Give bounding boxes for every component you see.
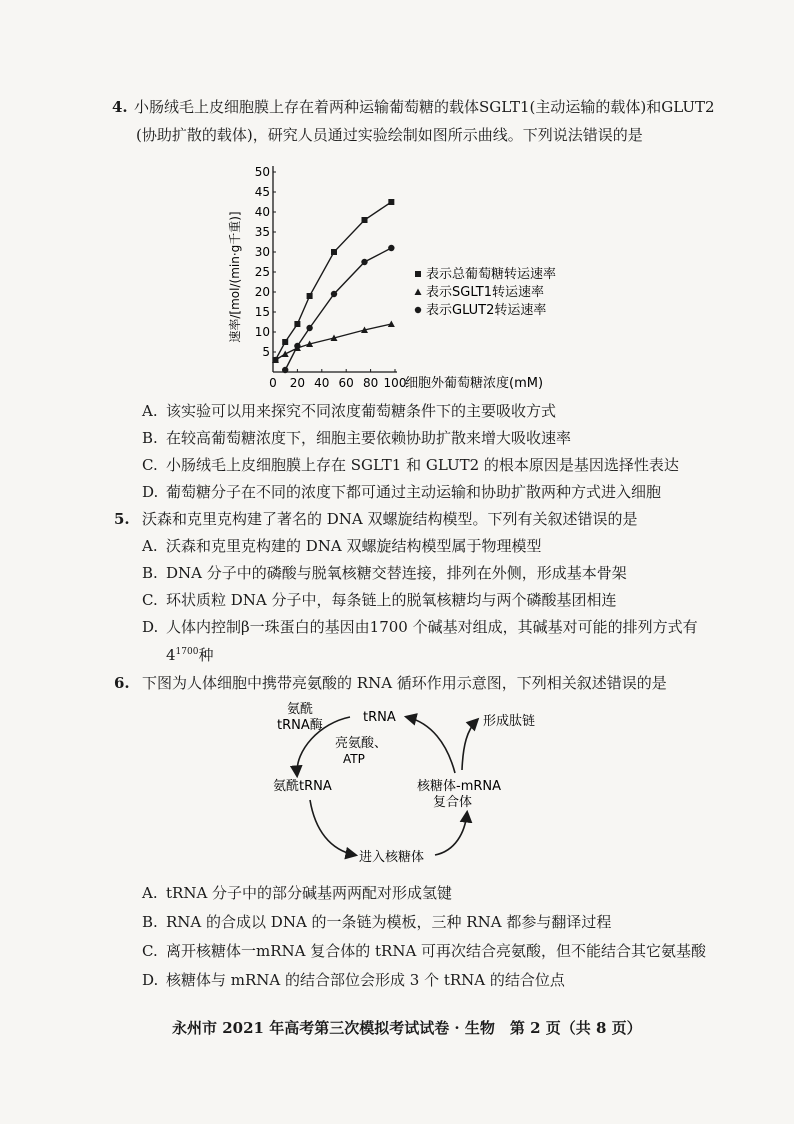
data-point-circle: [282, 367, 288, 373]
data-point-square: [294, 321, 300, 327]
arrow-complex-to-trna: [407, 717, 455, 773]
arrow-ribosome-to-complex: [435, 813, 467, 855]
y-tick-label: 30: [254, 245, 270, 259]
data-point-square: [388, 199, 394, 205]
q5-option-a: A. 沃森和克里克构建的 DNA 双螺旋结构模型属于物理模型: [142, 537, 542, 555]
q5-option-d-continuation: $4^{1700}$种: [166, 646, 214, 664]
data-point-circle: [388, 245, 394, 251]
q6-stem: 下图为人体细胞中携带亮氨酸的 RNA 循环作用示意图，下列相关叙述错误的是: [142, 674, 667, 692]
enter-ribosome-label: 进入核糖体: [359, 850, 425, 865]
y-tick-label: 5: [262, 345, 270, 359]
data-point-square: [362, 217, 368, 223]
arrow-complex-to-peptide: [462, 720, 477, 770]
legend-label-circle: 表示GLUT2转运速率: [426, 303, 547, 318]
q6-option-c: C. 离开核糖体一mRNA 复合体的 tRNA 可再次结合亮氨酸，但不能结合其它氨基酸: [142, 942, 707, 960]
q6-option-b: B. RNA 的合成以 DNA 的一条链为模板，三种 RNA 都参与翻译过程: [142, 913, 612, 931]
data-point-circle: [294, 343, 300, 349]
series-line-circle: [285, 248, 391, 370]
q5-option-c: C. 环状质粒 DNA 分子中，每条链上的脱氧核糖均与两个磷酸基团相连: [142, 591, 617, 609]
trna-label: tRNA: [363, 710, 396, 725]
complex-label-line1: 核糖体-mRNA: [417, 779, 502, 794]
y-tick-label: 10: [254, 325, 270, 339]
q4-stem-line1: 小肠绒毛上皮细胞膜上存在着两种运输葡萄糖的载体SGLT1(主动运输的载体)和GLUT2: [134, 98, 715, 116]
y-tick-label: 35: [254, 225, 270, 239]
x-tick-label: 80: [362, 376, 379, 390]
q5-option-b: B. DNA 分子中的磷酸与脱氧核糖交替连接，排列在外侧，形成基本骨架: [142, 564, 627, 582]
legend-label-triangle: 表示SGLT1转运速率: [426, 285, 544, 300]
arrow-aminoacyl-to-ribosome: [310, 800, 355, 855]
x-tick-label: 60: [338, 376, 354, 390]
q5-number: 5.: [114, 510, 130, 528]
substrate-label-line1: 亮氨酸、: [335, 736, 388, 751]
y-tick-label: 20: [254, 285, 270, 299]
x-axis-label: 细胞外葡萄糖浓度(mM): [405, 376, 544, 391]
q4-option-d: D. 葡萄糖分子在不同的浓度下都可通过主动运输和协助扩散两种方式进入细胞: [142, 483, 662, 501]
data-point-circle: [306, 325, 312, 331]
q6-option-a: A. tRNA 分子中的部分碱基两两配对形成氢键: [142, 884, 453, 902]
y-tick-label: 40: [254, 205, 270, 219]
data-point-square: [331, 249, 337, 255]
form-peptide-label: 形成肽链: [483, 714, 536, 729]
legend-marker-circle: [415, 307, 421, 313]
data-point-triangle: [282, 351, 289, 358]
q4-option-b: B. 在较高葡萄糖浓度下，细胞主要依赖协助扩散来增大吸收速率: [142, 429, 572, 447]
x-tick-label: 40: [314, 376, 330, 390]
q4-number: 4.: [112, 98, 128, 116]
data-point-triangle: [388, 321, 395, 328]
x-tick-label: 100: [383, 376, 407, 390]
legend-marker-square: [415, 271, 421, 277]
q4-stem-line2: (协助扩散的载体)，研究人员通过实验绘制如图所示曲线。下列说法错误的是: [136, 126, 643, 144]
q4-chart: [225, 160, 625, 395]
data-point-circle: [331, 291, 337, 297]
y-axis-label: 速率/[mol/(min·g千重)]: [228, 211, 242, 343]
y-tick-label: 45: [254, 185, 270, 199]
enzyme-label-line1: 氨酰: [287, 702, 314, 717]
y-tick-label: 15: [254, 305, 270, 319]
legend-label-square: 表示总葡萄糖转运速率: [426, 267, 557, 282]
q5-stem: 沃森和克里克构建了著名的 DNA 双螺旋结构模型。下列有关叙述错误的是: [142, 510, 638, 528]
substrate-label-line2: ATP: [343, 752, 365, 766]
y-tick-label: 50: [254, 165, 270, 179]
data-point-square: [282, 339, 288, 345]
page-footer: 永州市 2021 年高考第三次模拟考试试卷 · 生物 第 2 页（共 8 页）: [172, 1019, 642, 1037]
data-point-square: [307, 293, 313, 299]
x-tick-label: 0: [269, 376, 277, 390]
x-tick-label: 20: [289, 376, 306, 390]
q6-option-d: D. 核糖体与 mRNA 的结合部位会形成 3 个 tRNA 的结合位点: [142, 971, 565, 989]
q4-option-a: A. 该实验可以用来探究不同浓度葡萄糖条件下的主要吸收方式: [142, 402, 557, 420]
aminoacyl-trna-label: 氨酰tRNA: [273, 779, 332, 794]
q6-number: 6.: [114, 674, 130, 692]
legend-marker-triangle: [415, 289, 422, 296]
q6-cycle-diagram: [255, 695, 555, 875]
complex-label-line2: 复合体: [433, 795, 473, 810]
q5-option-d: D. 人体内控制β一珠蛋白的基因由1700 个碱基对组成，其碱基对可能的排列方式有: [142, 618, 698, 636]
data-point-circle: [361, 259, 367, 265]
y-tick-label: 25: [254, 265, 270, 279]
enzyme-label-line2: tRNA酶: [277, 718, 323, 733]
q4-option-c: C. 小肠绒毛上皮细胞膜上存在 SGLT1 和 GLUT2 的根本原因是基因选择性表达: [142, 456, 679, 474]
